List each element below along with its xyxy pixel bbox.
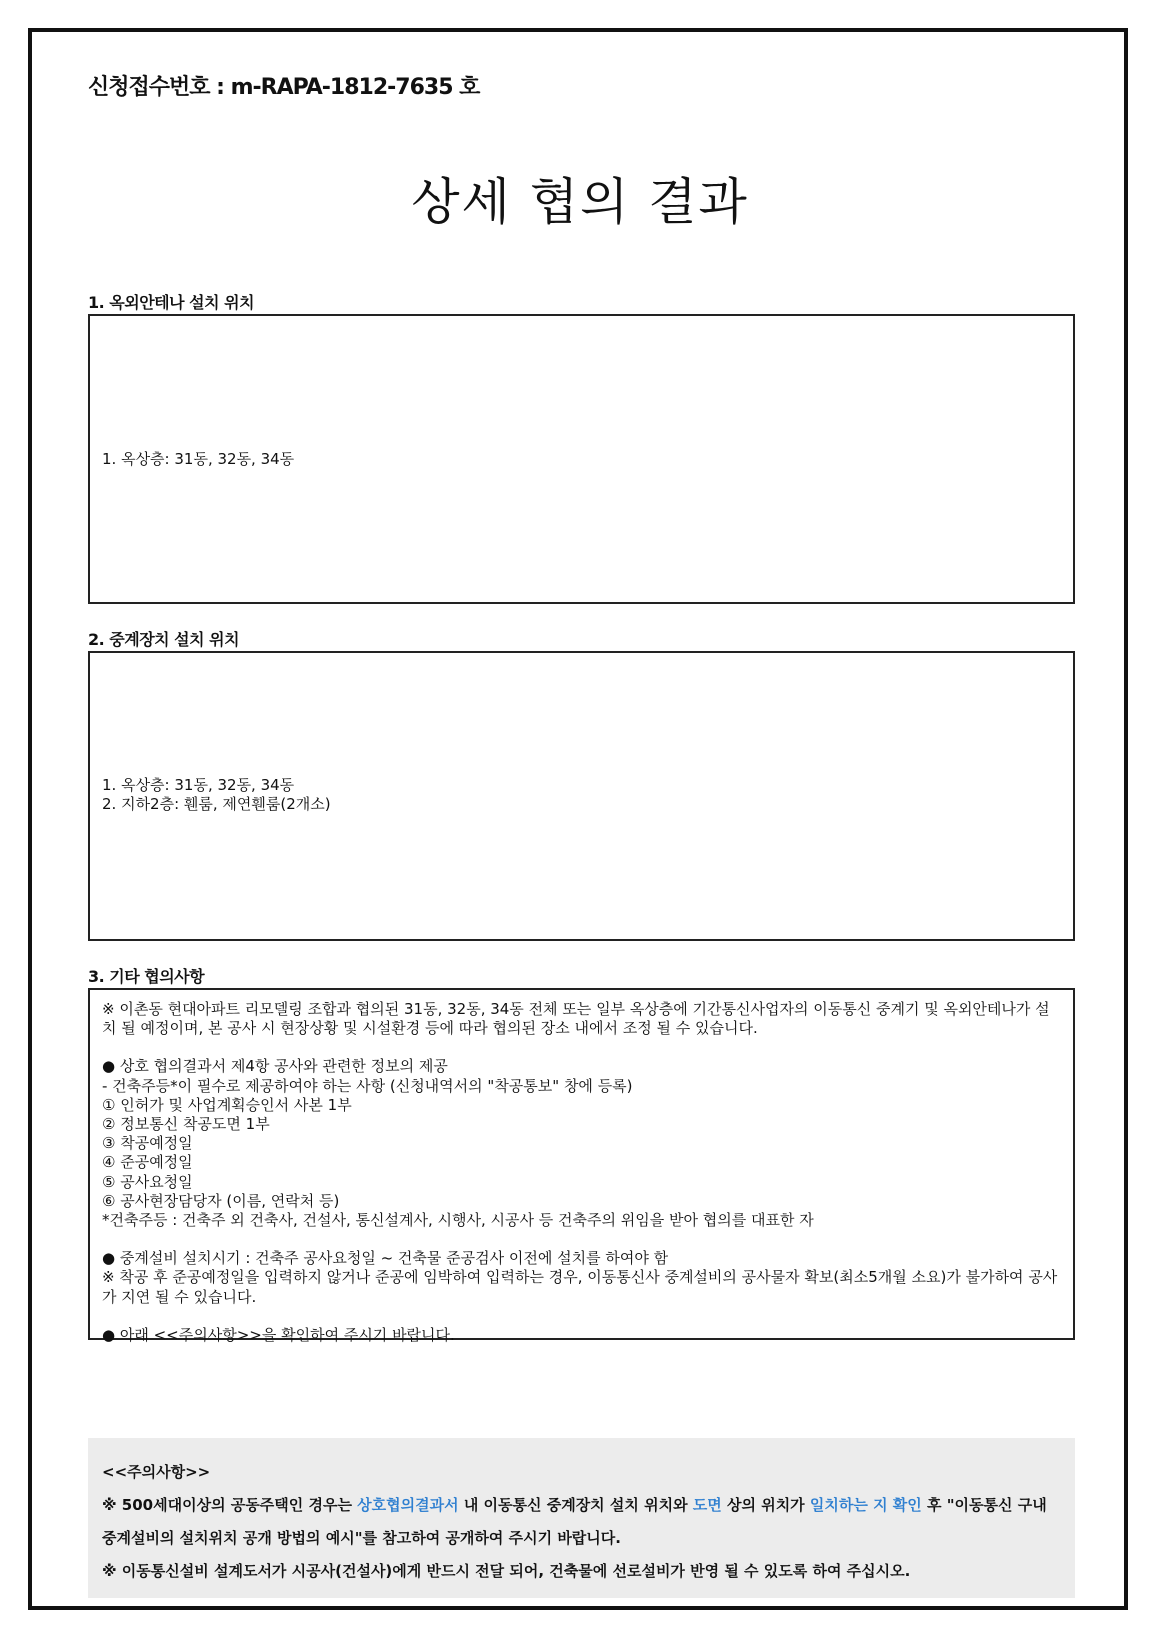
other-footnote: *건축주등 : 건축주 외 건축사, 건설사, 통신설계사, 시행사, 시공사 등 건축주의 위임을 받아 협의를 대표한 자 (102, 1211, 814, 1230)
other-item-3: ③ 착공예정일 (102, 1134, 193, 1153)
section-antenna-heading: 1. 옥외안테나 설치 위치 (88, 293, 255, 312)
antenna-line: 1. 옥상층: 31동, 32동, 34동 (102, 450, 295, 468)
notice-line-1-text-a: ※ 500세대이상의 공동주택인 경우는 (102, 1496, 358, 1514)
notice-line-2: ※ 이동통신설비 설계도서가 시공사(건설사)에게 반드시 전달 되어, 건축물에 선로설비가 반영 될 수 있도록 하여 주십시오. (102, 1562, 911, 1580)
other-info-sub: - 건축주등*이 필수로 제공하여야 하는 사항 (신청내역서의 "착공통보" 창에 등록) (102, 1076, 633, 1095)
other-item-2: ② 정보통신 착공도면 1부 (102, 1115, 270, 1134)
section-repeater-box (88, 651, 1075, 941)
notice-line-1-text-c: 상의 위치가 (721, 1496, 810, 1514)
section-antenna-box (88, 314, 1075, 604)
section-repeater-heading: 2. 중계장치 설치 위치 (88, 630, 240, 649)
repeater-line-2: 2. 지하2층: 휀룸, 제연휀룸(2개소) (102, 795, 331, 813)
notice-box (88, 1438, 1075, 1598)
notice-highlight-3: 일치하는 지 확인 (809, 1496, 922, 1514)
other-item-1: ① 인허가 및 사업계획승인서 사본 1부 (102, 1095, 352, 1114)
repeater-line-1: 1. 옥상층: 31동, 32동, 34동 (102, 776, 295, 794)
section-other-box (88, 988, 1075, 1344)
notice-line-1 (102, 1489, 1061, 1555)
notice-line-1-text-d: 후 "이동통신 구내중계설비의 설치위치 공개 방법의 예시"를 참고하여 공개하여 주시기 바랍니다. (102, 1496, 1047, 1547)
notice-highlight-1: 상호협의결과서 (357, 1496, 459, 1514)
section-other-heading: 3. 기타 협의사항 (88, 967, 205, 986)
notice-highlight-2: 도면 (692, 1496, 722, 1514)
other-confirm: ● 아래 <<주의사항>>을 확인하여 주시기 바랍니다. (102, 1325, 455, 1344)
other-item-6: ⑥ 공사현장담당자 (이름, 연락처 등) (102, 1191, 340, 1210)
other-intro: ※ 이촌동 현대아파트 리모델링 조합과 협의된 31동, 32동, 34동 전체 또는 일부 옥상층에 기간통신사업자의 이동통신 중계기 및 옥외안테나가 설치 될 예정이며, 본 공사 시 현장상황 및 시설환경 등에 따라 협의된 장소 내에서 조정 될 수 있습니다. (102, 1000, 1050, 1038)
other-timing: ● 중계설비 설치시기 : 건축주 공사요청일 ~ 건축물 준공검사 이전에 설치를 하여야 함 (102, 1249, 669, 1268)
notice-title: <<주의사항>> (102, 1463, 211, 1481)
other-item-4: ④ 준공예정일 (102, 1153, 193, 1172)
other-item-5: ⑤ 공사요청일 (102, 1172, 193, 1191)
other-info-title: ● 상호 협의결과서 제4항 공사와 관련한 정보의 제공 (102, 1057, 448, 1076)
section-repeater-content (102, 776, 331, 814)
notice-line-1-text-b: 내 이동통신 중계장치 설치 위치와 (458, 1496, 693, 1514)
page-title: 상세 협의 결과 (411, 173, 749, 231)
other-timing-note: ※ 착공 후 준공예정일을 입력하지 않거나 준공에 임박하여 입력하는 경우, 이동통신사 중계설비의 공사물자 확보(최소5개월 소요)가 불가하여 공사가 지연 될 수 있습니다. (102, 1268, 1058, 1306)
receipt-number: 신청접수번호 : m-RAPA-1812-7635 호 (88, 75, 480, 100)
section-antenna-content (102, 450, 294, 469)
